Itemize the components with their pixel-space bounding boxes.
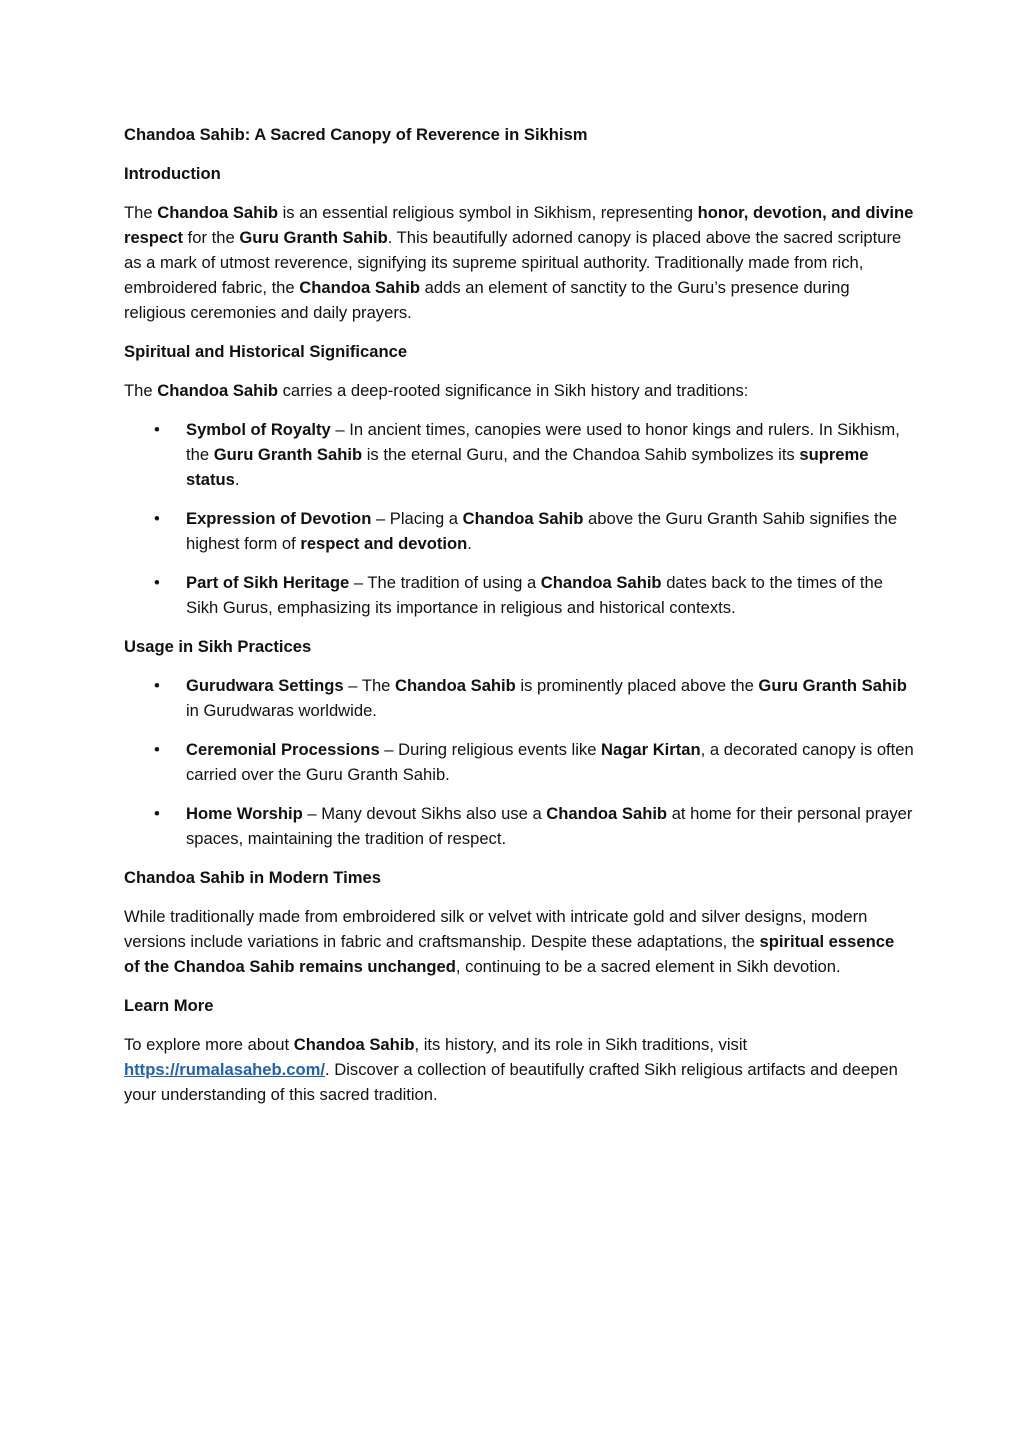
intro-text-4: . This beautifully adorned canopy is placed above the sacred scripture as a mark of utmost reverence, signifying its supreme spiritual authority. Traditionally made from rich, embroidered fabric, the	[124, 228, 902, 297]
item-text: – Many devout Sikhs also use a	[302, 804, 547, 823]
list-item	[124, 801, 914, 851]
item-bold: Guru Granth Sahib	[213, 445, 363, 464]
significance-list	[124, 417, 914, 620]
item-bold: Home Worship	[186, 804, 303, 823]
item-text: at home for their personal prayer spaces, maintaining the tradition of respect.	[186, 804, 913, 848]
item-bold: Chandoa Sahib	[540, 573, 662, 592]
item-text: – In ancient times, canopies were used to honor kings and rulers. In Sikhism, the	[186, 420, 900, 464]
intro-paragraph	[124, 200, 914, 325]
usage-heading: Usage in Sikh Practices	[124, 637, 312, 656]
intro-bold-4: Chandoa Sahib	[299, 278, 421, 297]
intro-heading: Introduction	[124, 164, 221, 183]
item-bold: Ceremonial Processions	[186, 740, 380, 759]
item-text: is prominently placed above the	[515, 676, 759, 695]
significance-lead-text-1: The	[124, 381, 158, 400]
item-bold: Part of Sikh Heritage	[186, 573, 350, 592]
learn-text-3: . Discover a collection of beautifully crafted Sikh religious artifacts and deepen your understanding of this sacred tradition.	[124, 1060, 898, 1104]
significance-heading: Spiritual and Historical Significance	[124, 342, 408, 361]
item-bold: respect and devotion	[300, 534, 468, 553]
learn-text-2: , its history, and its role in Sikh traditions, visit	[414, 1035, 748, 1054]
item-bold: supreme status	[186, 445, 869, 489]
significance-lead	[124, 378, 914, 403]
intro-bold-2: honor, devotion, and divine respect	[124, 203, 914, 247]
item-text: .	[234, 470, 240, 489]
bullet-icon: •	[154, 509, 160, 528]
item-text: dates back to the times of the Sikh Gurus, emphasizing its importance in religious and historical contexts.	[186, 573, 883, 617]
item-bold: Chandoa Sahib	[546, 804, 668, 823]
bullet-icon: •	[154, 573, 160, 592]
intro-bold-3: Guru Granth Sahib	[239, 228, 388, 247]
item-text: – The	[343, 676, 396, 695]
item-bold: Guru Granth Sahib	[758, 676, 907, 695]
item-text: – The tradition of using a	[349, 573, 541, 592]
learn-bold-1: Chandoa Sahib	[293, 1035, 415, 1054]
bullet-icon: •	[154, 740, 160, 759]
list-item	[124, 737, 914, 787]
learn-paragraph	[124, 1032, 914, 1107]
item-text: – Placing a	[371, 509, 463, 528]
intro-bold-1: Chandoa Sahib	[157, 203, 278, 222]
document-title: Chandoa Sahib: A Sacred Canopy of Reverence in Sikhism	[124, 125, 588, 144]
significance-lead-bold-1: Chandoa Sahib	[157, 381, 278, 400]
item-bold: Chandoa Sahib	[462, 509, 584, 528]
modern-text-2: , continuing to be a sacred element in Sikh devotion.	[455, 957, 841, 976]
rumalasaheb-link[interactable]: https://rumalasaheb.com/	[124, 1060, 326, 1079]
item-bold: Chandoa Sahib	[395, 676, 516, 695]
intro-text-1: The	[124, 203, 158, 222]
item-text: in Gurudwaras worldwide.	[186, 701, 377, 720]
modern-paragraph	[124, 904, 914, 979]
item-text: .	[467, 534, 472, 553]
list-item	[124, 673, 914, 723]
learn-text-1: To explore more about	[124, 1035, 294, 1054]
item-bold: Symbol of Royalty	[186, 420, 331, 439]
item-bold: Nagar Kirtan	[601, 740, 701, 759]
item-text: – During religious events like	[379, 740, 602, 759]
modern-text-1: While traditionally made from embroidered silk or velvet with intricate gold and silver designs, modern versions include variations in fabric and craftsmanship. Despite these adaptations, the	[124, 907, 868, 951]
document-page	[124, 122, 914, 1121]
learn-heading: Learn More	[124, 996, 214, 1015]
item-text: is the eternal Guru, and the Chandoa Sahib symbolizes its	[362, 445, 800, 464]
bullet-icon: •	[154, 804, 160, 823]
usage-list	[124, 673, 914, 851]
list-item	[124, 506, 914, 556]
intro-text-5: adds an element of sanctity to the Guru’s presence during religious ceremonies and daily prayers.	[124, 278, 850, 322]
significance-lead-text-2: carries a deep-rooted significance in Sikh history and traditions:	[278, 381, 749, 400]
item-bold: Expression of Devotion	[186, 509, 372, 528]
bullet-icon: •	[154, 676, 160, 695]
list-item	[124, 570, 914, 620]
list-item	[124, 417, 914, 492]
intro-text-3: for the	[183, 228, 240, 247]
item-text: above the Guru Granth Sahib signifies the highest form of	[186, 509, 898, 553]
modern-bold-1: spiritual essence of the Chandoa Sahib remains unchanged	[124, 932, 895, 976]
item-text: , a decorated canopy is often carried over the Guru Granth Sahib.	[186, 740, 914, 784]
modern-heading: Chandoa Sahib in Modern Times	[124, 868, 381, 887]
intro-text-2: is an essential religious symbol in Sikhism, representing	[278, 203, 698, 222]
bullet-icon: •	[154, 420, 160, 439]
item-bold: Gurudwara Settings	[186, 676, 344, 695]
